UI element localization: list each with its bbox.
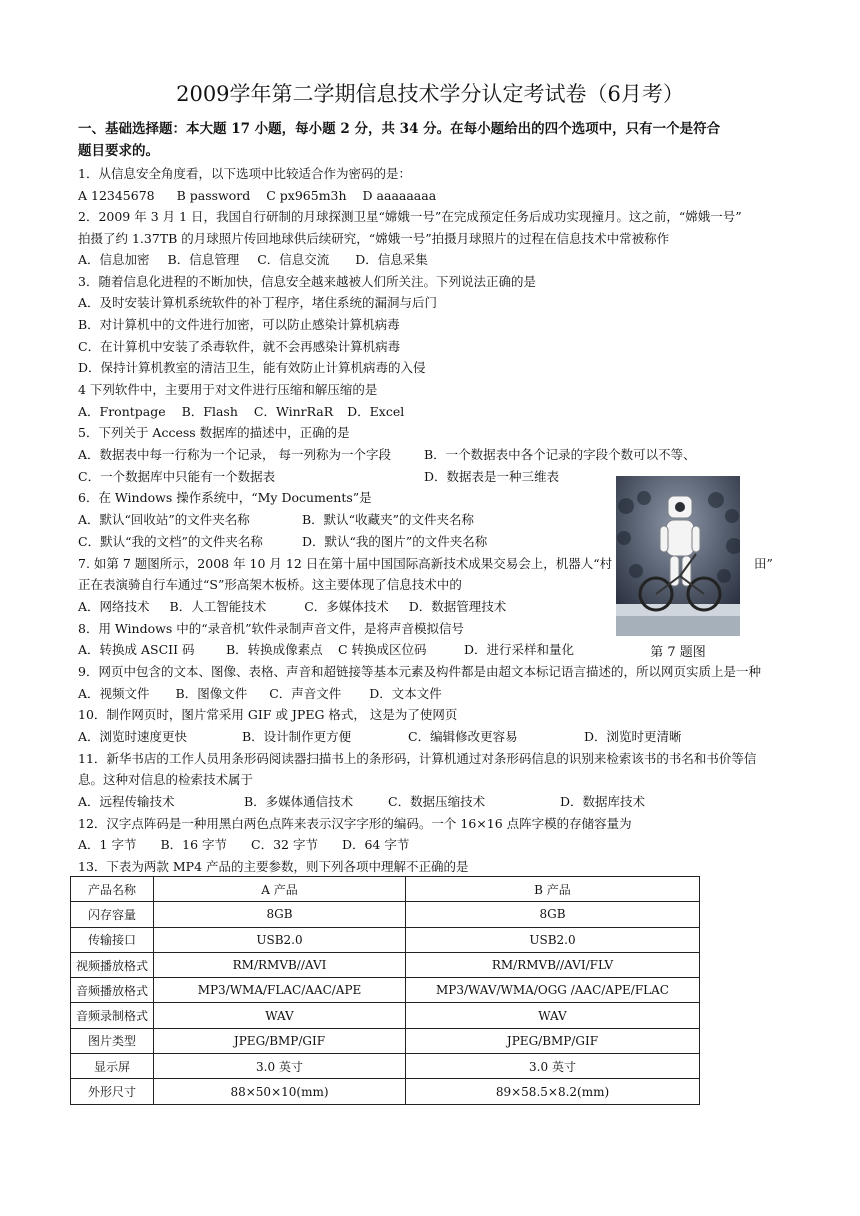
- q1-option-d: D aaaaaaaa: [362, 188, 437, 203]
- q11-stem-line1: 11．新华书店的工作人员用条形码阅读器扫描书上的条形码，计算机通过对条形码信息的识别来检索该书的书名和书价等信: [78, 751, 757, 766]
- q8-option-c: C 转换成区位码: [338, 642, 427, 657]
- q1-stem: 1．从信息安全角度看，以下选项中比较适合作为密码的是：: [78, 166, 411, 181]
- table-cell: MP3/WAV/WMA/OGG /AAC/APE/FLAC: [406, 978, 700, 1003]
- q12-options: [78, 834, 409, 856]
- robot-bicycle-photo: [616, 476, 740, 636]
- table-cell: 闪存容量: [71, 902, 154, 927]
- q6-stem: 6．在 Windows 操作系统中，“My Documents”是: [78, 490, 372, 505]
- table-cell: 音频录制格式: [71, 1003, 154, 1028]
- q1-option-c: C px965m3h: [266, 188, 347, 203]
- table-cell: 视频播放格式: [71, 952, 154, 977]
- q4-option-a: A．Frontpage: [78, 404, 166, 419]
- table-cell: JPEG/BMP/GIF: [154, 1028, 406, 1053]
- q12-stem: 12．汉字点阵码是一种用黑白两色点阵来表示汉字字形的编码。一个 16×16 点阵字模的存储容量为: [78, 816, 632, 831]
- q2-stem-line1: 2．2009 年 3 月 1 日，我国自行研制的月球探测卫星“嫦娥一号”在完成预定任务后成功实现撞月。这之前，“嫦娥一号”: [78, 209, 742, 224]
- q5-option-b: B．一个数据表中各个记录的字段个数可以不等、: [424, 447, 696, 462]
- table-cell: 产品名称: [71, 877, 154, 902]
- q5-option-c: C．一个数据库中只能有一个数据表: [78, 469, 276, 484]
- table-row: [71, 1003, 700, 1028]
- q3-option-d: D．保持计算机教室的清洁卫生，能有效防止计算机病毒的入侵: [78, 360, 426, 375]
- q11-option-d: D．数据库技术: [560, 794, 646, 809]
- table-row: [71, 952, 700, 977]
- q2-option-b: B．信息管理: [167, 252, 240, 267]
- table-cell: 8GB: [406, 902, 700, 927]
- q2-option-d: D．信息采集: [355, 252, 428, 267]
- q3-option-b: B．对计算机中的文件进行加密，可以防止感染计算机病毒: [78, 317, 400, 332]
- q7-stem-line1: 7. 如第 7 题图所示，2008 年 10 月 12 日在第十届中国国际高新技术成果交易会上，机器人“村: [78, 556, 613, 571]
- q7-option-a: A．网络技术: [78, 599, 150, 614]
- q12-option-a: A．1 字节: [78, 837, 137, 852]
- q13-stem: 13．下表为两款 MP4 产品的主要参数，则下列各项中理解不正确的是: [78, 859, 469, 874]
- q2-option-a: A．信息加密: [78, 252, 150, 267]
- q7-option-b: B．人工智能技术: [169, 599, 267, 614]
- q11-stem-line2: 息。这种对信息的检索技术属于: [78, 772, 254, 787]
- section-heading: 一、基础选择题：本大题 17 小题，每小题 2 分，共 34 分。在每小题给出的四个选项中，只有一个是符合: [78, 121, 721, 137]
- q9-option-a: A．视频文件: [78, 686, 150, 701]
- q8-stem: 8．用 Windows 中的“录音机”软件录制声音文件，是将声音模拟信号: [78, 621, 464, 636]
- q3-stem: 3．随着信息化进程的不断加快，信息安全越来越被人们所关注。下列说法正确的是: [78, 274, 536, 289]
- q8-option-b: B．转换成像素点: [226, 642, 323, 657]
- table-cell: 传输接口: [71, 927, 154, 952]
- q9-option-b: B．图像文件: [175, 686, 248, 701]
- table-row: [71, 1054, 700, 1079]
- q5-option-d: D．数据表是一种三维表: [424, 469, 560, 484]
- q2-option-c: C．信息交流: [257, 252, 330, 267]
- q10-option-b: B．设计制作更方便: [242, 729, 352, 744]
- q9-option-c: C．声音文件: [269, 686, 342, 701]
- q12-option-d: D．64 字节: [341, 837, 410, 852]
- q4-option-b: B．Flash: [181, 404, 238, 419]
- q10-option-d: D．浏览时更清晰: [584, 729, 682, 744]
- q8-option-a: A．转换成 ASCII 码: [78, 642, 195, 657]
- table-cell: 88×50×10(mm): [154, 1079, 406, 1104]
- table-cell: 8GB: [154, 902, 406, 927]
- page-title: 2009学年第二学期信息技术学分认定考试卷（6月考）: [176, 82, 684, 106]
- table-cell: 89×58.5×8.2(mm): [406, 1079, 700, 1104]
- q4-options: [78, 401, 404, 423]
- q7-stem-line1-end: 田”: [754, 556, 773, 571]
- q2-options: [78, 249, 428, 271]
- q11-option-a: A．远程传输技术: [78, 794, 175, 809]
- table-row: [71, 902, 700, 927]
- table-cell: 音频播放格式: [71, 978, 154, 1003]
- table-row: [71, 1079, 700, 1104]
- q12-option-b: B．16 字节: [160, 837, 228, 852]
- q6-option-a: A．默认“回收站”的文件夹名称: [78, 512, 250, 527]
- q5-option-a: A．数据表中每一行称为一个记录， 每一列称为一个字段: [78, 447, 392, 462]
- table-cell: RM/RMVB//AVI: [154, 952, 406, 977]
- table-cell: USB2.0: [154, 927, 406, 952]
- q6-option-d: D．默认“我的图片”的文件夹名称: [302, 534, 488, 549]
- table-cell: B 产品: [406, 877, 700, 902]
- q1-option-b: B password: [176, 188, 251, 203]
- table-row: [71, 877, 700, 902]
- q11-option-c: C．数据压缩技术: [388, 794, 486, 809]
- q1-option-a: A 12345678: [78, 188, 155, 203]
- q10-option-c: C．编辑修改更容易: [408, 729, 518, 744]
- table-cell: MP3/WMA/FLAC/AAC/APE: [154, 978, 406, 1003]
- q10-option-a: A．浏览时速度更快: [78, 729, 188, 744]
- table-cell: WAV: [154, 1003, 406, 1028]
- table-cell: 显示屏: [71, 1054, 154, 1079]
- table-cell: WAV: [406, 1003, 700, 1028]
- table-cell: USB2.0: [406, 927, 700, 952]
- q6-option-c: C．默认“我的文档”的文件夹名称: [78, 534, 263, 549]
- q12-option-c: C．32 字节: [251, 837, 318, 852]
- q9-stem: 9．网页中包含的文本、图像、表格、声音和超链接等基本元素及构件都是由超文本标记语言描述的，所以网页实质上是一种: [78, 664, 761, 679]
- q7-stem-line2: 正在表演骑自行车通过“S”形高架木板桥。这主要体现了信息技术中的: [78, 577, 462, 592]
- q9-options: [78, 683, 442, 705]
- q3-option-a: A．及时安装计算机系统软件的补丁程序，堵住系统的漏洞与后门: [78, 295, 438, 310]
- table-row: [71, 1028, 700, 1053]
- q3-option-c: C．在计算机中安装了杀毒软件，就不会再感染计算机病毒: [78, 339, 401, 354]
- q11-option-b: B．多媒体通信技术: [244, 794, 354, 809]
- q4-stem: 4 下列软件中，主要用于对文件进行压缩和解压缩的是: [78, 382, 378, 397]
- q9-option-d: D．文本文件: [369, 686, 442, 701]
- q4-option-d: D．Excel: [347, 404, 405, 419]
- table-row: [71, 978, 700, 1003]
- table-cell: A 产品: [154, 877, 406, 902]
- table-cell: RM/RMVB//AVI/FLV: [406, 952, 700, 977]
- q8-option-d: D．进行采样和量化: [464, 642, 575, 657]
- table-cell: 外形尺寸: [71, 1079, 154, 1104]
- q6-option-b: B．默认“收藏夹”的文件夹名称: [302, 512, 474, 527]
- table-cell: 图片类型: [71, 1028, 154, 1053]
- q10-stem: 10．制作网页时，图片常采用 GIF 或 JPEG 格式， 这是为了使网页: [78, 707, 458, 722]
- q7-option-c: C．多媒体技术: [304, 599, 389, 614]
- q7-options: [78, 596, 506, 618]
- robot-bicycle-illustration: [616, 476, 740, 636]
- table-cell: 3.0 英寸: [406, 1054, 700, 1079]
- photo-caption: 第 7 题图: [650, 645, 706, 660]
- q2-stem-line2: 拍摄了约 1.37TB 的月球照片传回地球供后续研究，“嫦娥一号”拍摄月球照片的过程在信息技术中常被称作: [78, 231, 670, 246]
- table-cell: 3.0 英寸: [154, 1054, 406, 1079]
- q7-option-d: D．数据管理技术: [408, 599, 507, 614]
- mp4-spec-table: [70, 876, 700, 1105]
- q1-options: [78, 185, 436, 207]
- section-heading-cont: 题目要求的。: [78, 143, 159, 159]
- table-cell: JPEG/BMP/GIF: [406, 1028, 700, 1053]
- q4-option-c: C．WinrRaR: [253, 404, 334, 419]
- table-row: [71, 927, 700, 952]
- q5-stem: 5．下列关于 Access 数据库的描述中，正确的是: [78, 425, 350, 440]
